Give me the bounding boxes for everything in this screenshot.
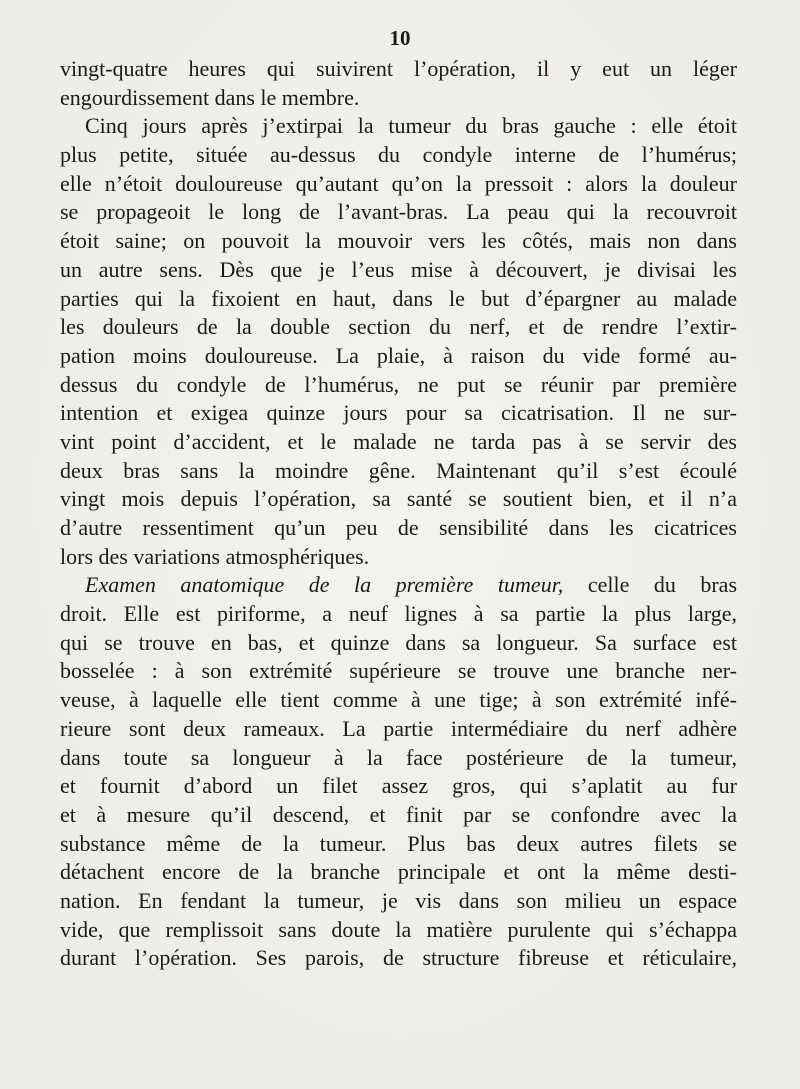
paragraph-first-line: Cinq jours après j’extirpai la tumeur du bras gauche : elle étoit bbox=[85, 113, 737, 139]
text-line: deux bras sans la moindre gêne. Maintenant qu’il s’est écoulé bbox=[60, 457, 737, 483]
text-line: vingt-quatre heures qui suivirent l’opération, il y eut un léger bbox=[60, 56, 737, 81]
text-line: intention et exigea quinze jours pour sa cicatrisation. Il ne sur- bbox=[60, 400, 737, 426]
text-line: bosselée : à son extrémité supérieure se trouve une branche ner- bbox=[60, 658, 737, 684]
text-line: substance même de la tumeur. Plus bas deux autres filets se bbox=[60, 830, 737, 856]
text-line: rieure sont deux rameaux. La partie intermédiaire du nerf adhère bbox=[60, 715, 737, 741]
text-line: droit. Elle est piriforme, a neuf lignes à sa partie la plus large, bbox=[60, 601, 737, 627]
text-line: pation moins douloureuse. La plaie, à raison du vide formé au- bbox=[60, 342, 737, 368]
text-line: vide, que remplissoit sans doute la matière purulente qui s’échappa bbox=[60, 916, 737, 942]
text-line: les douleurs de la double section du nerf, et de rendre l’extir- bbox=[60, 314, 737, 340]
text-line: vint point d’accident, et le malade ne tarda pas à se servir des bbox=[60, 428, 737, 454]
text-line: elle n’étoit douloureuse qu’autant qu’on la pressoit : alors la douleur bbox=[60, 170, 737, 196]
body-text bbox=[60, 55, 737, 973]
text-line: se propageoit le long de l’avant-bras. La peau qui la recouvroit bbox=[60, 199, 737, 225]
text-line: étoit saine; on pouvoit la mouvoir vers les côtés, mais non dans bbox=[60, 228, 737, 254]
text-line: plus petite, située au-dessus du condyle interne de l’humérus; bbox=[60, 142, 737, 168]
text-line: durant l’opération. Ses parois, de structure fibreuse et réticulaire, bbox=[60, 945, 737, 971]
text-line: parties qui la fixoient en haut, dans le but d’épargner au malade bbox=[60, 285, 737, 311]
text-line: veuse, à laquelle elle tient comme à une tige; à son extrémité infé- bbox=[60, 687, 737, 713]
text-line: nation. En fendant la tumeur, je vis dans son milieu un espace bbox=[60, 887, 737, 913]
text-line: détachent encore de la branche principale et ont la même desti- bbox=[60, 859, 737, 885]
text-line: d’autre ressentiment qu’un peu de sensibilité dans les cicatrices bbox=[60, 515, 737, 540]
text-line: dans toute sa longueur à la face postérieure de la tumeur, bbox=[60, 744, 737, 770]
text-line: vingt mois depuis l’opération, sa santé se soutient bien, et il n’a bbox=[60, 486, 737, 512]
paragraph-first-line bbox=[60, 571, 737, 600]
text-line: et fournit d’abord un filet assez gros, qui s’aplatit au fur bbox=[60, 773, 737, 799]
text-line: dessus du condyle de l’humérus, ne put se réunir par première bbox=[60, 371, 737, 397]
text-line: qui se trouve en bas, et quinze dans sa longueur. Sa surface est bbox=[60, 629, 737, 655]
text-line: un autre sens. Dès que je l’eus mise à découvert, je divisai les bbox=[60, 256, 737, 282]
text-line: et à mesure qu’il descend, et finit par se confondre avec la bbox=[60, 801, 737, 827]
text-fragment: celle du bras bbox=[587, 572, 738, 598]
italic-heading: Examen anatomique de la première tumeur, bbox=[85, 572, 564, 598]
text-line: engourdissement dans le membre. bbox=[60, 84, 360, 110]
page-number: 10 bbox=[389, 26, 411, 50]
text-line: lors des variations atmosphériques. bbox=[60, 543, 370, 569]
